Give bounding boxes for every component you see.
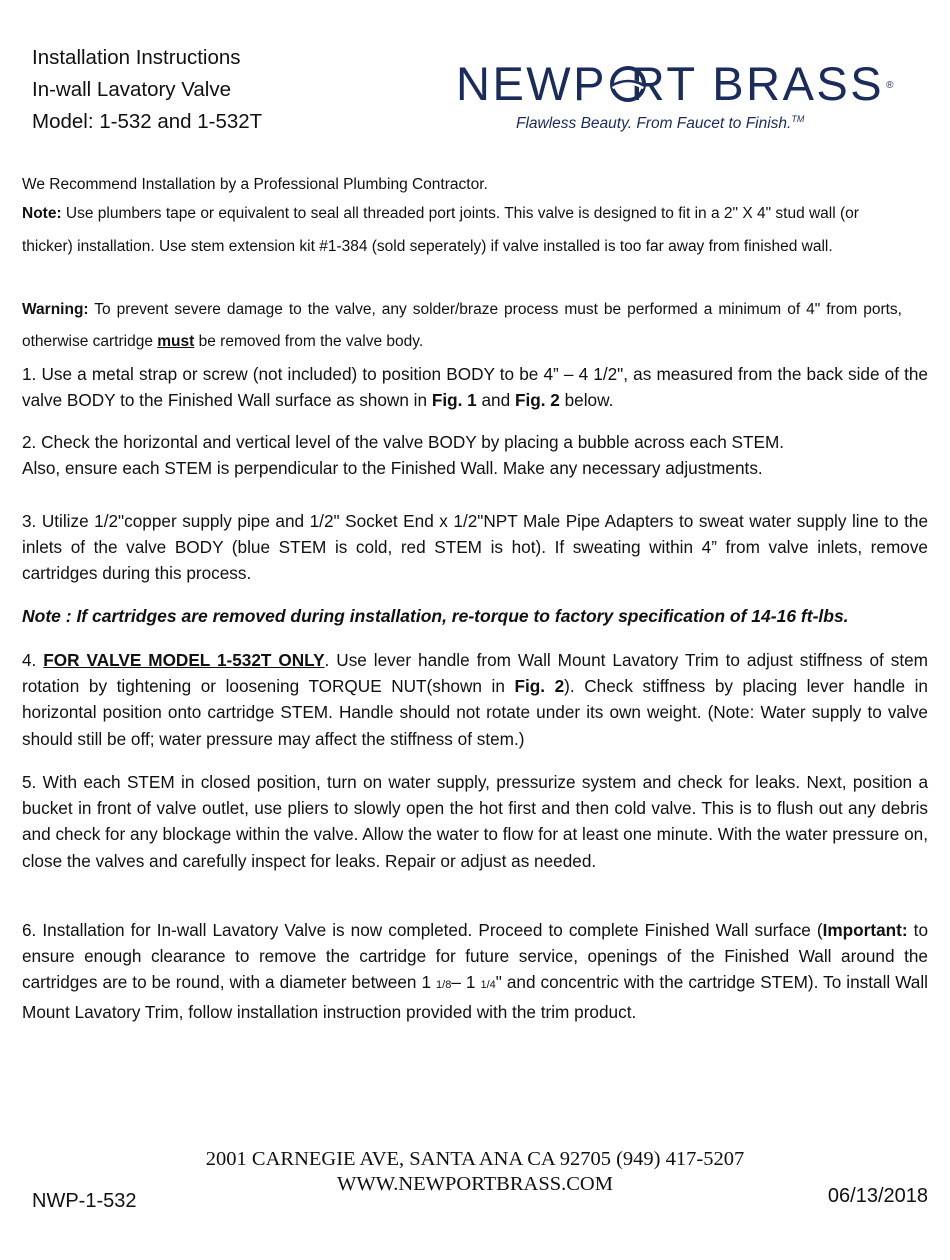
step-5-text: 5. With each STEM in closed position, turn on water supply, pressurize system and check for leaks. Next, position a bucket in front of valve outlet, use pliers to slowly open the hot first and then cold valve. This is to flush out any debris and check for any blockage within the valve. Allow the water to flow for at least one minute. With the water pressure on, close the valves and carefully inspect for leaks. Repair or adjust as needed. — [22, 772, 928, 871]
fraction-one-quarter: 1/4 — [480, 979, 496, 992]
document-title — [32, 42, 262, 138]
newport-brass-logo — [456, 56, 896, 146]
footer-address: 2001 CARNEGIE AVE, SANTA ANA CA 92705 (949) 417-5207 — [205, 1148, 745, 1170]
footer — [0, 1147, 950, 1197]
torque-note: Note : If cartridges are removed during installation, re-torque to factory specification of 14-16 ft-lbs. — [22, 606, 849, 626]
warning-text: To prevent severe damage to the valve, any solder/braze process must be performed a minimum of 4" from ports, otherwise cartridge — [22, 301, 902, 350]
warning-paragraph — [22, 294, 902, 358]
logo-word-right: RT BRASS — [630, 57, 885, 110]
step-3-text: 3. Utilize 1/2"copper supply pipe and 1/2" Socket End x 1/2"NPT Male Pipe Adapters to sweat water supply line to the inlets of the valve BODY (blue STEM is cold, red STEM is hot). If sweating within 4” from valve inlets, remove cartridges during this process. — [22, 511, 928, 584]
step-6-dash: – 1 — [451, 972, 481, 993]
step-6-text-b: to ensure enough clearance to remove the cartridge for future service, openings of the Finished Wall around the cartridges are to be round, with a diameter between 1 — [22, 920, 928, 993]
recommendation-line — [22, 169, 902, 202]
fig-2-ref-step-4: Fig. 2 — [514, 676, 565, 697]
step-4-text-b: ). Check stiffness by placing lever handle in horizontal position onto cartridge STEM. Handle should not rotate under its own weight. (Note: Water supply to valve should still be off; water pressure may affect the stiffness of stem.) — [22, 676, 928, 749]
step-3 — [22, 508, 928, 587]
step-1-end: below. — [559, 390, 614, 411]
logo-wordmark — [456, 56, 896, 112]
step-4-number: 4. — [22, 650, 44, 670]
warning-emphasis: must — [157, 333, 195, 350]
logo-tagline — [516, 114, 896, 133]
title-line-1: Installation Instructions — [32, 46, 241, 69]
step-4 — [22, 647, 928, 752]
logo-o-emblem-icon — [608, 65, 630, 103]
fig-1-ref: Fig. 1 — [431, 390, 477, 411]
title-line-2: In-wall Lavatory Valve — [32, 78, 232, 101]
note-paragraph — [22, 198, 902, 263]
note-text: Use plumbers tape or equivalent to seal all threaded port joints. This valve is designed to fit in a 2" X 4" stud wall (or thicker) installation. Use stem extension kit #1-384 (sold seperately) if valve installed is too far away from finished wall. — [22, 205, 859, 255]
title-line-3: Model: 1-532 and 1-532T — [32, 110, 263, 133]
fraction-one-eighth: 1/8 — [436, 979, 452, 992]
fig-2-ref: Fig. 2 — [514, 390, 560, 411]
step-4-text-a: . Use lever handle from Wall Mount Lavatory Trim to adjust stiffness of stem rotation by tightening or loosening TORQUE NUT(shown in — [22, 650, 928, 697]
step-1 — [22, 361, 928, 413]
step-6-text-c: " and concentric with the cartridge STEM). To install Wall Mount Lavatory Trim, follow installation instruction provided with the trim product. — [22, 972, 928, 1022]
document-number: NWP-1-532 — [32, 1190, 137, 1212]
step-2 — [22, 429, 928, 481]
trademark-mark: TM — [791, 114, 805, 124]
tagline-text: Flawless Beauty. From Faucet to Finish. — [516, 115, 792, 133]
document-date: 06/13/2018 — [827, 1185, 928, 1207]
footer-website: WWW.NEWPORTBRASS.COM — [337, 1173, 613, 1195]
step-1-text: 1. Use a metal strap or screw (not included) to position BODY to be 4” – 4 1/2", as measured from the back side of the valve BODY to the Finished Wall surface as shown in — [22, 364, 928, 411]
recommendation-text: We Recommend Installation by a Professional Plumbing Contractor. — [22, 176, 488, 193]
step-4-heading: FOR VALVE MODEL 1-532T ONLY — [43, 650, 325, 670]
warning-label: Warning: — [22, 301, 89, 318]
registered-mark: ® — [886, 80, 896, 91]
note-label: Note: — [22, 205, 62, 222]
step-5 — [22, 769, 928, 874]
step-2-line-2: Also, ensure each STEM is perpendicular to the Finished Wall. Make any necessary adjustments. — [22, 458, 763, 479]
step-6 — [22, 917, 928, 1025]
logo-word-left: NEWP — [456, 57, 607, 110]
important-label: Important: — [822, 920, 908, 940]
step-6-text-a: 6. Installation for In-wall Lavatory Valve is now completed. Proceed to complete Finished Wall surface ( — [22, 920, 823, 940]
step-1-and: and — [476, 390, 515, 411]
warning-end: be removed from the valve body. — [194, 333, 424, 350]
step-2-line-1: 2. Check the horizontal and vertical level of the valve BODY by placing a bubble across each STEM. — [22, 432, 785, 452]
